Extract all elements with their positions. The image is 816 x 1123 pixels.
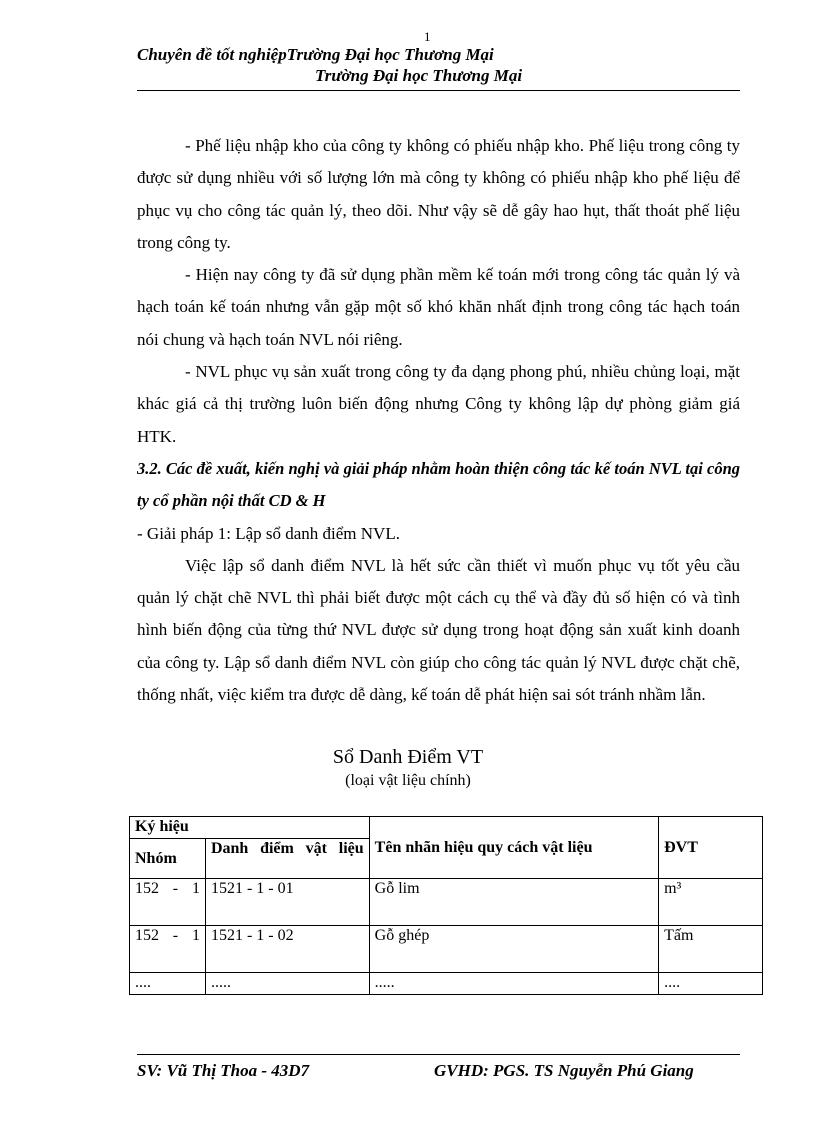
paragraph: - Phế liệu nhập kho của công ty không có phiếu nhập kho. Phế liệu trong công ty được sử dụng nhiều với số lượng lớn mà công ty không có phiếu nhập kho phế liệu để phục vụ cho công tác quản lý, theo dõi. Như vậy sẽ dễ gây hao hụt, thất thoát phế liệu trong công ty. [137, 136, 740, 252]
table-subtitle: (loại vật liệu chính) [345, 772, 471, 789]
cell-code: 1521 - 1 - 02 [205, 926, 369, 973]
cell-name: Gỗ lim [369, 879, 658, 926]
footer-student: SV: Vũ Thị Thoa - 43D7 [137, 1061, 310, 1080]
cell-name: ..... [369, 973, 658, 995]
cell-name: Gỗ ghép [369, 926, 658, 973]
page-header [137, 42, 740, 91]
cell-group [130, 879, 206, 926]
cell-code: ..... [205, 973, 369, 995]
cell-group-text: 152 - 1 [135, 927, 200, 944]
page-number: 1 [424, 29, 431, 44]
cell-unit: Tấm [659, 926, 763, 973]
page-footer [137, 1054, 740, 1080]
header-code-cell [205, 839, 369, 879]
cell-code: 1521 - 1 - 01 [205, 879, 369, 926]
cell-group: .... [130, 973, 206, 995]
table-row [130, 926, 763, 973]
section-heading: 3.2. Các đề xuất, kiến nghị và giải pháp nhằm hoàn thiện công tác kế toán NVL tại công ty cổ phần nội thất CD & H [137, 458, 740, 511]
cell-group [130, 926, 206, 973]
header-group-cell: Ký hiệu [130, 817, 370, 839]
material-catalog-table [129, 816, 763, 995]
header-group-name-cell: Nhóm [130, 839, 206, 879]
header-unit-cell: ĐVT [659, 817, 763, 879]
header-subtitle: Trường Đại học Thương Mại [315, 66, 523, 85]
header-code-label: Danh điểm vật liệu [210, 840, 364, 857]
table-header-row [130, 817, 763, 839]
footer-advisor: GVHD: PGS. TS Nguyễn Phú Giang [434, 1061, 694, 1080]
document-body [137, 130, 740, 711]
paragraph: - NVL phục vụ sản xuất trong công ty đa dạng phong phú, nhiều chủng loại, mặt khác giá cả thị trường luôn biến động nhưng Công ty không lập dự phòng giảm giá HTK. [137, 362, 740, 446]
solution-paragraph: Việc lập sổ danh điểm NVL là hết sức cần thiết vì muốn phục vụ tốt yêu cầu quản lý chặt chẽ NVL thì phải biết được một cách cụ thể và đầy đủ số hiện có và tình hình biến động của từng thứ NVL được sử dụng trong hoạt động sản xuất kinh doanh của công ty. Lập sổ danh điểm NVL còn giúp cho công tác quản lý NVL được chặt chẽ, thống nhất, việc kiểm tra được dễ dàng, kế toán dễ phát hiện sai sót tránh nhầm lẫn. [137, 555, 740, 705]
cell-group-text: 152 - 1 [135, 880, 200, 897]
cell-unit: .... [659, 973, 763, 995]
header-title: Chuyên đề tốt nghiệpTrường Đại học Thương Mại [137, 45, 494, 64]
table-title: Sổ Danh Điểm VT [332, 746, 484, 768]
solution-line: - Giải pháp 1: Lập sổ danh điểm NVL. [137, 523, 400, 543]
paragraph: - Hiện nay công ty đã sử dụng phần mềm kế toán mới trong công tác quản lý và hạch toán kế toán nhưng vẫn gặp một số khó khăn nhất định trong công tác hạch toán nói chung và hạch toán NVL nói riêng. [137, 265, 740, 349]
header-name-cell: Tên nhãn hiệu quy cách vật liệu [369, 817, 658, 879]
table-row [130, 879, 763, 926]
cell-unit: m³ [659, 879, 763, 926]
table-row [130, 973, 763, 995]
